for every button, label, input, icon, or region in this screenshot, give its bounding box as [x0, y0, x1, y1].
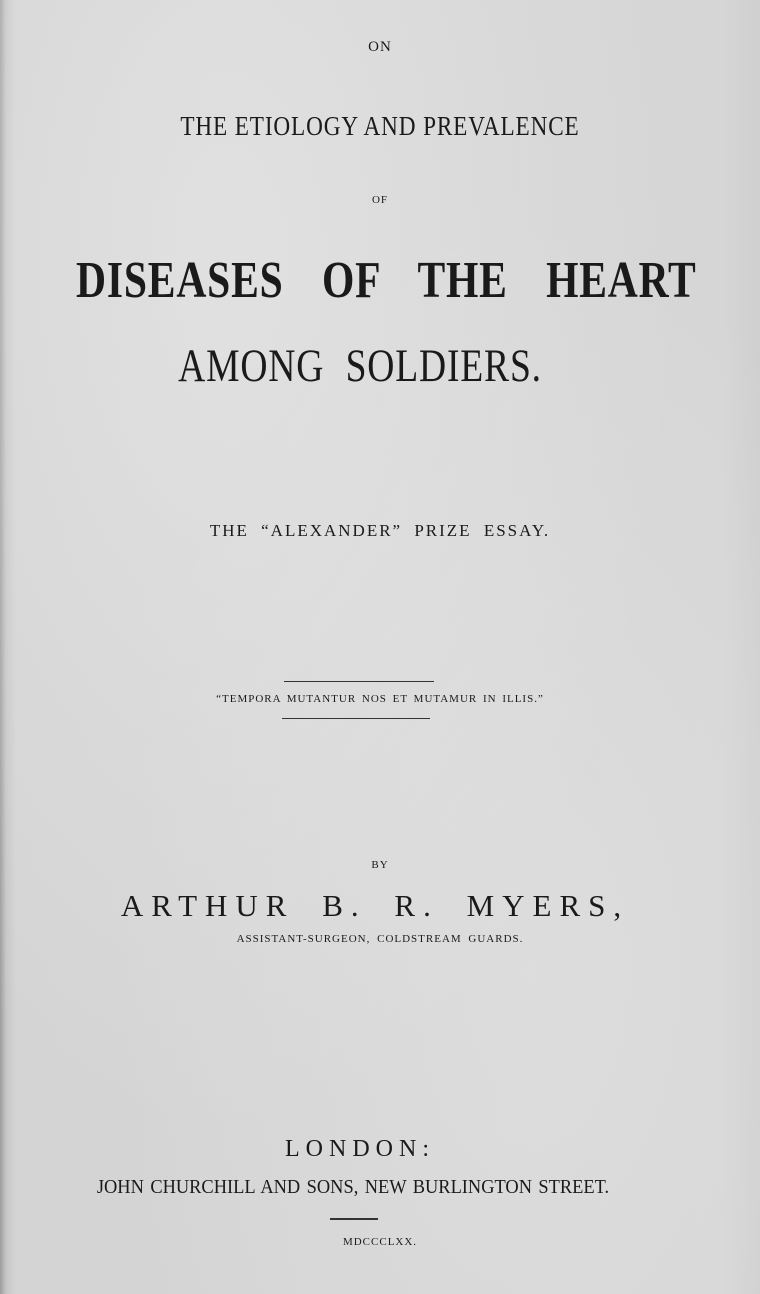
motto-rule-top	[284, 681, 434, 682]
author-title: ASSISTANT-SURGEON, COLDSTREAM GUARDS.	[236, 933, 524, 945]
by-line: BY	[371, 859, 389, 871]
title-line-among-soldiers: AMONG SOLDIERS.	[178, 340, 542, 392]
author-name: ARTHUR B. R. MYERS,	[120, 888, 630, 923]
imprint-publisher: JOHN CHURCHILL AND SONS, NEW BURLINGTON STREET.	[96, 1176, 610, 1198]
latin-motto: “TEMPORA MUTANTUR NOS ET MUTAMUR IN ILLIS.”	[216, 693, 544, 705]
motto-rule-bottom	[282, 718, 430, 719]
imprint-rule	[330, 1218, 378, 1220]
imprint-year: MDCCCLXX.	[342, 1236, 418, 1248]
title-on: ON	[368, 39, 392, 55]
title-line-diseases: DISEASES OF THE HEART	[76, 252, 697, 309]
prize-essay-line: THE “ALEXANDER” PRIZE ESSAY.	[209, 521, 551, 540]
title-of: OF	[371, 194, 389, 206]
title-line-etiology: THE ETIOLOGY AND PREVALENCE	[180, 111, 580, 141]
imprint-place: LONDON:	[285, 1136, 435, 1162]
